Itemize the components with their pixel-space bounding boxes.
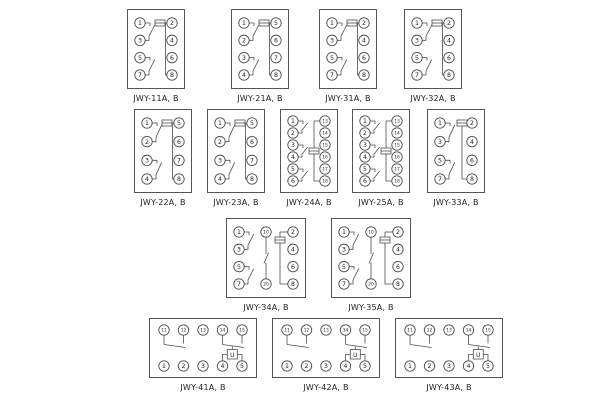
wire [462,126,467,179]
diagram-svg-jwy-32a [404,9,462,89]
terminal-label: 2 [396,229,400,237]
wire [337,36,341,40]
terminal-label: 5 [274,20,278,28]
contact-symbol [374,171,380,178]
coil-label: U [353,351,358,359]
terminal-label: 5 [342,263,346,271]
terminal-label: 8 [447,72,451,80]
terminal-label: 3 [237,246,241,254]
wire [370,145,375,148]
wire [370,121,375,124]
terminal-label: 13 [200,328,206,334]
wire [145,58,150,61]
wire [145,36,149,40]
diagram-svg-jwy-42a [272,318,380,378]
terminal-label: 2 [242,37,246,45]
terminal-label: 1 [330,20,334,28]
diagram-jwy-24a [280,109,338,197]
diagram-svg-jwy-21a [231,9,289,89]
wire [337,71,341,75]
terminal-label: 1 [363,118,367,126]
terminal-label: 1 [138,20,142,28]
terminal-label: 5 [486,363,490,371]
terminal-label: 2 [447,20,451,28]
contact-symbol [223,345,245,348]
contact-symbol [248,269,254,280]
terminal-label: 4 [470,138,474,146]
diagram-svg-jwy-31a [319,9,377,89]
diagram-jwy-33a [427,109,485,197]
terminal-label: 7 [330,72,334,80]
wire [225,123,230,126]
terminal-label: 1 [237,229,241,237]
wire [249,58,254,61]
terminal-label: 7 [138,72,142,80]
terminal-label: 2 [145,138,149,146]
wire [370,154,374,157]
contact-symbol [164,345,186,348]
wire [445,175,449,179]
terminal-label: 5 [363,363,367,371]
terminal-label: 4 [220,363,225,371]
contact-symbol [156,162,162,174]
terminal-label: 3 [438,138,442,146]
terminal-label: 16 [322,155,328,161]
terminal-label: 15 [239,328,245,334]
wire [422,23,427,26]
terminal-label: 3 [363,142,367,150]
contact-symbol [229,125,235,137]
terminal-label: 14 [394,131,400,137]
diagram-svg-jwy-33a [427,109,485,193]
terminal-label: 4 [145,176,149,184]
diagram-jwy-23a [207,109,265,197]
terminal-label: 8 [170,72,174,80]
diagram-caption-jwy-21a: JWY-21A, B [237,94,283,103]
terminal-label: 7 [342,281,346,289]
terminal-label: 10 [263,230,269,236]
terminal-label: 4 [242,72,246,80]
terminal-label: 13 [322,119,328,125]
wire [244,267,249,270]
terminal-label: 6 [396,263,400,271]
diagram-caption-jwy-32a: JWY-32A, B [410,94,456,103]
terminal-label: 4 [363,154,367,162]
terminal-label: 5 [415,54,419,62]
diagram-caption-jwy-25a: JWY-25A, B [358,198,404,207]
diagram-jwy-32a [404,9,462,93]
diagram-caption-jwy-31a: JWY-31A, B [325,94,371,103]
wire [298,178,302,181]
terminal-label: 3 [291,142,295,150]
terminal-label: 5 [330,54,334,62]
coil-label: U [476,351,481,359]
terminal-label: 1 [408,363,412,371]
diagram-svg-jwy-34a [226,218,306,298]
diagram-caption-jwy-41a: JWY-41A, B [180,383,226,392]
contact-symbol [426,25,432,36]
wire [173,123,174,179]
wire [337,23,342,26]
contact-symbol [346,345,368,348]
diagram-svg-jwy-35a [331,218,411,298]
wire [349,267,354,270]
terminal-label: 3 [447,363,451,371]
terminal-label: 14 [342,328,349,334]
contact-symbol [369,253,374,264]
terminal-label: 12 [303,328,310,334]
terminal-label: 2 [470,120,474,128]
wire [349,232,354,235]
diagram-svg-jwy-24a [280,109,338,193]
terminal-label: 2 [363,130,367,138]
wire [358,23,359,75]
terminal-label: 15 [322,143,328,149]
wire [422,71,426,75]
terminal-label: 2 [304,363,309,371]
wire [445,137,449,141]
wire [298,130,302,133]
terminal-label: 11 [284,328,290,334]
terminal-label: 1 [291,118,295,126]
terminal-label: 12 [426,328,433,334]
diagram-caption-jwy-11a: JWY-11A, B [133,94,179,103]
contact-symbol [302,147,308,154]
terminal-label: 13 [323,328,329,334]
terminal-label: 3 [218,157,222,165]
wire [270,23,271,75]
contact-symbol [302,123,308,130]
terminal-label: 7 [415,72,419,80]
diagram-jwy-34a [226,218,306,302]
wire [445,123,450,126]
terminal-label: 1 [285,363,289,371]
diagram-svg-jwy-41a [149,318,257,378]
wire [483,355,488,361]
wire [370,178,374,181]
diagram-caption-jwy-33a: JWY-33A, B [433,198,479,207]
diagram-jwy-35a [331,218,411,302]
contact-symbol [410,345,432,348]
terminal-label: 5 [250,120,254,128]
terminal-label: 20 [368,282,374,288]
terminal-label: 5 [177,120,181,128]
wire [152,137,156,141]
wire [225,137,229,141]
terminal-label: 6 [170,54,174,62]
diagram-caption-jwy-34a: JWY-34A, B [243,303,289,312]
terminal-label: 5 [363,166,367,174]
contact-symbol [449,162,455,174]
terminal-label: 2 [181,363,186,371]
diagram-jwy-11a [127,9,185,93]
wire [370,130,374,133]
terminal-label: 11 [161,328,167,334]
terminal-label: 5 [291,166,295,174]
contact-symbol [149,25,155,36]
terminal-label: 13 [394,119,400,125]
terminal-label: 7 [274,54,278,62]
terminal-label: 5 [240,363,244,371]
wire [346,355,351,361]
wire [298,169,303,172]
wire [145,71,149,75]
terminal-label: 15 [485,328,491,334]
terminal-label: 13 [446,328,452,334]
terminal-label: 4 [170,37,174,45]
contact-symbol [341,60,347,71]
terminal-label: 1 [438,120,442,128]
wire [244,280,248,284]
terminal-label: 3 [242,54,246,62]
terminal-label: 8 [177,176,181,184]
terminal-label: 7 [250,157,254,165]
contact-symbol [253,25,259,36]
terminal-label: 6 [447,54,451,62]
contact-symbol [253,60,259,71]
terminal-label: 4 [447,37,451,45]
terminal-label: 6 [363,178,367,186]
terminal-label: 4 [466,363,471,371]
terminal-label: 3 [138,37,142,45]
diagram-caption-jwy-22a: JWY-22A, B [140,198,186,207]
diagram-jwy-21a [231,9,289,93]
wire [298,121,303,124]
wire [249,71,253,75]
contact-symbol [287,345,309,348]
terminal-label: 1 [162,363,166,371]
contact-symbol [156,125,162,137]
wire [244,245,248,249]
terminal-label: 5 [438,157,442,165]
wire [422,36,426,40]
wire [349,280,353,284]
terminal-label: 8 [291,281,295,289]
contact-symbol [353,269,359,280]
terminal-label: 6 [291,263,295,271]
diagram-jwy-41a [149,318,257,382]
terminal-label: 4 [291,154,295,162]
wire [349,245,353,249]
contact-symbol [302,171,308,178]
terminal-label: 8 [250,176,254,184]
terminal-label: 3 [324,363,328,371]
wire [237,355,242,361]
terminal-label: 6 [250,138,254,146]
terminal-label: 8 [396,281,400,289]
wire [225,160,230,163]
terminal-label: 16 [394,155,400,161]
wire [298,154,302,157]
contact-symbol [149,60,155,71]
wire [360,355,365,361]
wire [223,355,228,361]
contact-symbol [426,60,432,71]
terminal-label: 8 [470,176,474,184]
terminal-label: 2 [170,20,174,28]
terminal-label: 4 [291,246,295,254]
wire [443,23,444,75]
contact-symbol [341,25,347,36]
terminal-label: 5 [138,54,142,62]
terminal-label: 5 [237,263,241,271]
contact-symbol [229,162,235,174]
terminal-label: 17 [322,167,328,173]
terminal-label: 1 [218,120,222,128]
diagram-caption-jwy-43a: JWY-43A, B [426,383,472,392]
terminal-label: 1 [145,120,149,128]
diagram-caption-jwy-35a: JWY-35A, B [348,303,394,312]
terminal-label: 2 [291,229,295,237]
terminal-label: 2 [218,138,222,146]
terminal-label: 12 [180,328,187,334]
terminal-label: 4 [218,176,222,184]
terminal-label: 7 [438,176,442,184]
terminal-label: 1 [242,20,246,28]
terminal-label: 4 [362,37,366,45]
terminal-label: 2 [291,130,295,138]
contact-symbol [248,234,254,245]
wire [469,355,474,361]
terminal-label: 7 [237,281,241,289]
wire [445,160,450,163]
wire [337,58,342,61]
diagram-svg-jwy-43a [395,318,503,378]
diagram-jwy-31a [319,9,377,93]
terminal-label: 14 [322,131,328,137]
terminal-label: 8 [362,72,366,80]
contact-symbol [374,147,380,154]
terminal-label: 3 [415,37,419,45]
terminal-label: 15 [394,143,400,149]
diagram-jwy-43a [395,318,503,382]
wire [246,123,247,179]
terminal-label: 7 [177,157,181,165]
terminal-label: 3 [145,157,149,165]
diagram-svg-jwy-11a [127,9,185,89]
terminal-label: 11 [407,328,413,334]
diagram-svg-jwy-22a [134,109,192,193]
diagram-caption-jwy-23a: JWY-23A, B [213,198,259,207]
terminal-label: 6 [362,54,366,62]
terminal-label: 4 [396,246,400,254]
contact-symbol [374,123,380,130]
terminal-label: 10 [368,230,374,236]
wire [298,145,303,148]
diagram-jwy-22a [134,109,192,197]
diagram-caption-jwy-24a: JWY-24A, B [286,198,332,207]
terminal-label: 17 [394,167,400,173]
coil-label: U [230,351,235,359]
contact-symbol [353,234,359,245]
terminal-label: 3 [330,37,334,45]
terminal-label: 2 [427,363,432,371]
terminal-label: 6 [291,178,295,186]
wire [166,23,167,75]
wire [422,58,427,61]
wire [152,160,157,163]
wire [152,123,157,126]
terminal-label: 6 [470,157,474,165]
terminal-label: 8 [274,72,278,80]
wire [370,169,375,172]
terminal-label: 6 [177,138,181,146]
wire [225,175,229,179]
contact-symbol [264,253,269,264]
diagram-jwy-42a [272,318,380,382]
contact-symbol [449,125,455,137]
terminal-label: 1 [415,20,419,28]
wire [249,36,253,40]
terminal-label: 3 [342,246,346,254]
terminal-label: 3 [201,363,205,371]
diagram-caption-jwy-42a: JWY-42A, B [303,383,349,392]
diagram-svg-jwy-23a [207,109,265,193]
terminal-label: 14 [219,328,226,334]
terminal-label: 14 [465,328,472,334]
contact-symbol [469,345,491,348]
terminal-label: 1 [342,229,346,237]
wire [249,23,254,26]
terminal-label: 18 [394,179,400,185]
wire [152,175,156,179]
terminal-label: 15 [362,328,368,334]
terminal-label: 4 [343,363,348,371]
wire [244,232,249,235]
terminal-label: 20 [263,282,269,288]
terminal-label: 2 [362,20,366,28]
terminal-label: 18 [322,179,328,185]
diagram-jwy-25a [352,109,410,197]
diagram-svg-jwy-25a [352,109,410,193]
wire [145,23,150,26]
terminal-label: 6 [274,37,278,45]
